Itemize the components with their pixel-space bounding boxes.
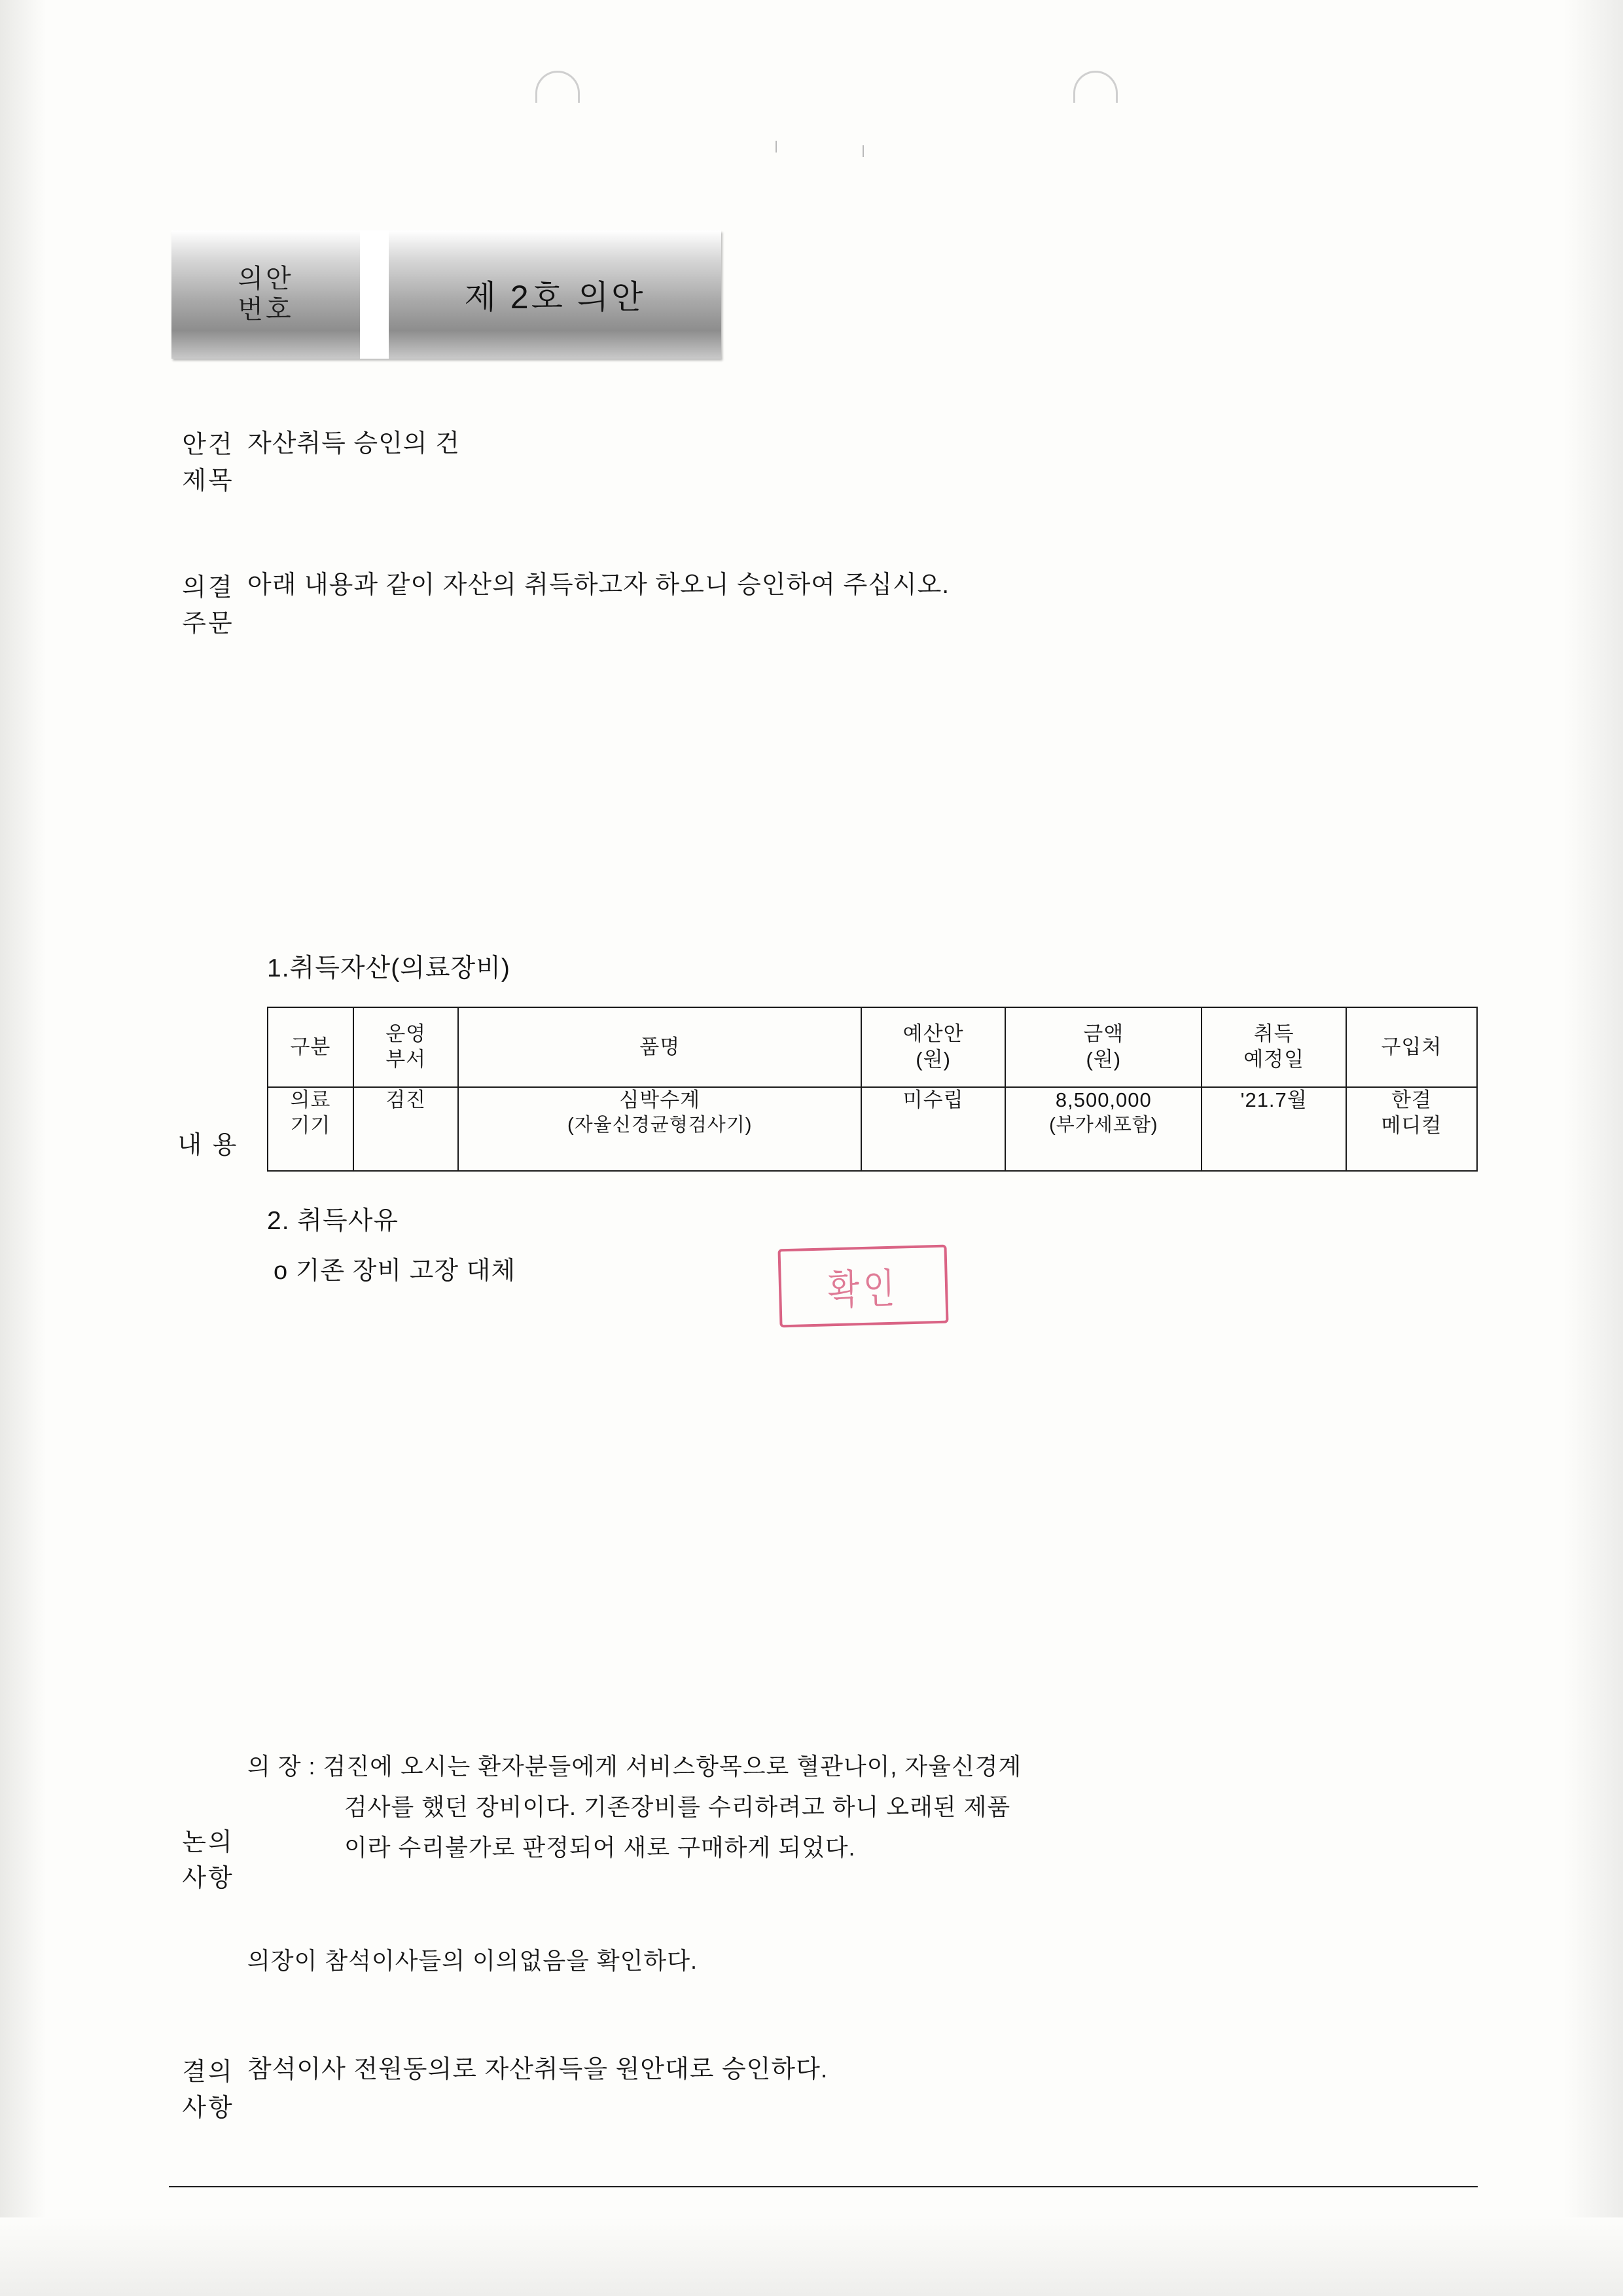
scan-tick-mark-1	[776, 141, 777, 152]
asset-header-budget-line1: 예산안	[902, 1022, 964, 1046]
subject-value-cell	[247, 393, 1478, 496]
asset-cell-vendor-line1: 한결	[1391, 1088, 1432, 1111]
asset-header-amount	[1005, 1007, 1202, 1087]
table-row-content	[169, 673, 1478, 1668]
document-table	[169, 393, 1478, 2126]
asset-header-dept-line2: 부서	[385, 1048, 427, 1071]
resolution-value: 아래 내용과 같이 자산의 취득하고자 하오니 승인하여 주십시오.	[247, 571, 950, 599]
decision-label-cell	[169, 2008, 247, 2126]
asset-cell-dept-value: 검진	[385, 1088, 427, 1111]
section-2-heading: 2. 취득사유	[267, 1207, 399, 1235]
asset-cell-date-value: '21.7월	[1240, 1088, 1308, 1111]
asset-header-gubun	[268, 1007, 353, 1087]
asset-header-date-line2: 예정일	[1243, 1048, 1305, 1071]
content-label: 내 용	[177, 1132, 239, 1159]
asset-cell-item-line2: (자율신경균형검사기)	[567, 1114, 753, 1136]
bill-title-value: 제 2호 의안	[464, 279, 646, 315]
asset-cell-dept	[353, 1087, 459, 1171]
discussion-line-2: 검사를 했던 장비이다. 기존장비를 수리하려고 하니 오래된 제품	[344, 1793, 1011, 1820]
section-2-bullet: o 기존 장비 고장 대체	[274, 1257, 516, 1285]
table-bottom-rule	[169, 2186, 1478, 2187]
asset-cell-gubun-line2: 기기	[290, 1113, 331, 1137]
scan-edge-left	[0, 0, 46, 2296]
asset-cell-amount-line2: (부가세포함)	[1049, 1114, 1158, 1136]
asset-header-gubun-line1: 구분	[290, 1035, 331, 1058]
resolution-label-cell	[169, 496, 247, 673]
asset-cell-amount-line1: 8,500,000	[1055, 1088, 1152, 1111]
asset-table-header-row	[268, 1007, 1477, 1087]
decision-label: 결의 사항	[182, 2058, 234, 2122]
asset-header-date-line1: 취득	[1253, 1022, 1294, 1046]
approval-stamp-text: 확인	[827, 1265, 900, 1314]
asset-header-budget-line2: (원)	[916, 1048, 951, 1071]
discussion-value-cell	[247, 1668, 1478, 2008]
subject-label-cell	[169, 393, 247, 496]
asset-header-item-line1: 품명	[639, 1035, 681, 1058]
decision-value: 참석이사 전원동의로 자산취득을 원안대로 승인하다.	[247, 2056, 829, 2083]
discussion-label-cell	[169, 1668, 247, 2008]
punch-hole-right-icon	[1073, 71, 1118, 103]
bill-number-label	[171, 230, 360, 359]
discussion-body	[247, 1668, 1478, 1976]
bill-number-label-line2: 번호	[238, 295, 294, 324]
discussion-line-4: 의장이 참석이사들의 이의없음을 확인하다.	[247, 1946, 698, 1974]
content-value-cell	[247, 673, 1478, 1668]
scan-edge-right	[1564, 0, 1623, 2296]
table-row	[268, 1087, 1477, 1171]
asset-cell-amount	[1005, 1087, 1202, 1171]
bill-number-label-line1: 의안	[238, 264, 294, 293]
asset-cell-item	[458, 1087, 861, 1171]
asset-header-vendor	[1346, 1007, 1477, 1087]
discussion-line-1: 의 장 : 검진에 오시는 환자분들에게 서비스항목으로 혈관나이, 자율신경계	[247, 1753, 1022, 1780]
table-row-decision	[169, 2008, 1478, 2126]
decision-value-cell	[247, 2008, 1478, 2126]
content-body	[247, 673, 1478, 1286]
asset-header-vendor-line1: 구입처	[1381, 1035, 1442, 1058]
asset-cell-budget	[861, 1087, 1005, 1171]
bill-title-divider	[360, 230, 389, 359]
asset-cell-date	[1202, 1087, 1346, 1171]
resolution-label: 의결 주문	[182, 574, 234, 637]
asset-header-date	[1202, 1007, 1346, 1087]
punch-hole-left-icon	[535, 71, 580, 103]
section-1-heading: 1.취득자산(의료장비)	[267, 954, 510, 982]
asset-cell-gubun	[268, 1087, 353, 1171]
asset-cell-item-line1: 심박수계	[619, 1088, 701, 1111]
subject-value: 자산취득 승인의 건	[247, 430, 460, 457]
asset-header-dept-line1: 운영	[385, 1022, 427, 1046]
scan-tick-mark-2	[863, 145, 864, 157]
bill-title-value-container	[389, 230, 721, 359]
content-label-cell	[169, 673, 247, 1668]
asset-acquisition-table	[267, 1007, 1478, 1172]
asset-header-dept	[353, 1007, 459, 1087]
asset-cell-gubun-line1: 의료	[290, 1088, 331, 1111]
asset-cell-vendor	[1346, 1087, 1477, 1171]
asset-header-amount-line2: (원)	[1086, 1048, 1122, 1071]
scan-edge-bottom	[0, 2217, 1623, 2296]
asset-cell-budget-value: 미수립	[902, 1088, 964, 1111]
table-row-discussion	[169, 1668, 1478, 2008]
bill-title-bar	[171, 230, 721, 359]
discussion-line-3: 이라 수리불가로 판정되어 새로 구매하게 되었다.	[344, 1833, 856, 1861]
asset-cell-vendor-line2: 메디컬	[1381, 1113, 1442, 1137]
asset-header-item	[458, 1007, 861, 1087]
asset-header-budget	[861, 1007, 1005, 1087]
asset-header-amount-line1: 금액	[1083, 1022, 1124, 1046]
discussion-label: 논의 사항	[182, 1829, 234, 1892]
subject-label: 안건 제목	[182, 431, 234, 495]
table-row-resolution	[169, 496, 1478, 673]
discussion-paragraph	[247, 1707, 1478, 1868]
resolution-value-cell	[247, 496, 1478, 673]
table-row-subject	[169, 393, 1478, 496]
